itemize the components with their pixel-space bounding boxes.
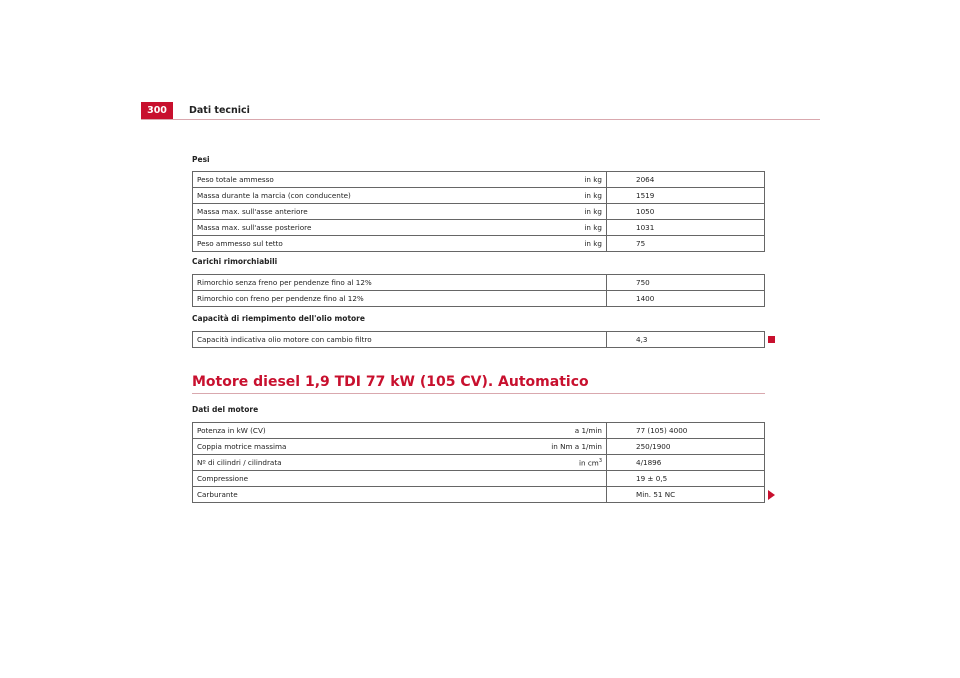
row-value: 4/1896 — [607, 455, 765, 471]
row-value: 77 (105) 4000 — [607, 423, 765, 439]
row-unit: in kg — [498, 236, 607, 252]
row-label: Capacità indicativa olio motore con cambio filtro — [193, 332, 607, 348]
pesi-table — [192, 171, 765, 252]
motore-table — [192, 422, 765, 503]
row-label: Potenza in kW (CV) — [193, 423, 499, 439]
row-label: Compressione — [193, 471, 499, 487]
row-label: Massa durante la marcia (con conducente) — [193, 188, 499, 204]
table-row — [193, 236, 765, 252]
row-label: Peso ammesso sul tetto — [193, 236, 499, 252]
row-value: 1400 — [607, 291, 765, 307]
row-value: 1050 — [607, 204, 765, 220]
table-row — [193, 172, 765, 188]
table-row — [193, 204, 765, 220]
row-label: Massa max. sull'asse posteriore — [193, 220, 499, 236]
table-row — [193, 291, 765, 307]
olio-table — [192, 331, 765, 348]
table-row — [193, 471, 765, 487]
chapter-title: Dati tecnici — [189, 105, 250, 116]
row-label: Coppia motrice massima — [193, 439, 499, 455]
table-row — [193, 220, 765, 236]
row-unit: in Nm a 1/min — [498, 439, 607, 455]
row-value: 1031 — [607, 220, 765, 236]
page-header — [141, 102, 820, 120]
table-row — [193, 455, 765, 471]
row-value: 19 ± 0,5 — [607, 471, 765, 487]
row-unit — [498, 487, 607, 503]
carichi-heading: Carichi rimorchiabili — [192, 257, 278, 266]
carichi-table — [192, 274, 765, 307]
table-row — [193, 423, 765, 439]
row-unit: in kg — [498, 220, 607, 236]
row-unit: in kg — [498, 172, 607, 188]
row-label: Rimorchio senza freno per pendenze fino al 12% — [193, 275, 607, 291]
row-unit: in kg — [498, 188, 607, 204]
row-unit: a 1/min — [498, 423, 607, 439]
row-label: Carburante — [193, 487, 499, 503]
red-square-icon — [768, 336, 775, 343]
table-row — [193, 188, 765, 204]
row-value: 750 — [607, 275, 765, 291]
unit-text: in cm — [579, 458, 599, 468]
row-value: Min. 51 NC — [607, 487, 765, 503]
row-value: 4,3 — [607, 332, 765, 348]
page-number: 300 — [141, 102, 173, 119]
row-label: Peso totale ammesso — [193, 172, 499, 188]
motore-heading: Dati del motore — [192, 405, 259, 414]
row-label: Rimorchio con freno per pendenze fino al 12% — [193, 291, 607, 307]
row-unit — [498, 471, 607, 487]
table-row — [193, 439, 765, 455]
olio-heading: Capacità di riempimento dell'olio motore — [192, 314, 365, 323]
row-value: 1519 — [607, 188, 765, 204]
red-triangle-right-icon — [768, 490, 775, 500]
table-row — [193, 487, 765, 503]
table-row — [193, 332, 765, 348]
row-unit: in kg — [498, 204, 607, 220]
row-value: 2064 — [607, 172, 765, 188]
row-value: 75 — [607, 236, 765, 252]
row-unit — [498, 455, 607, 471]
row-label: Massa max. sull'asse anteriore — [193, 204, 499, 220]
table-row — [193, 275, 765, 291]
section-title: Motore diesel 1,9 TDI 77 kW (105 CV). Automatico — [192, 373, 765, 394]
unit-superscript: 3 — [598, 457, 602, 464]
row-value: 250/1900 — [607, 439, 765, 455]
row-label: Nº di cilindri / cilindrata — [193, 455, 499, 471]
pesi-heading: Pesi — [192, 155, 210, 164]
